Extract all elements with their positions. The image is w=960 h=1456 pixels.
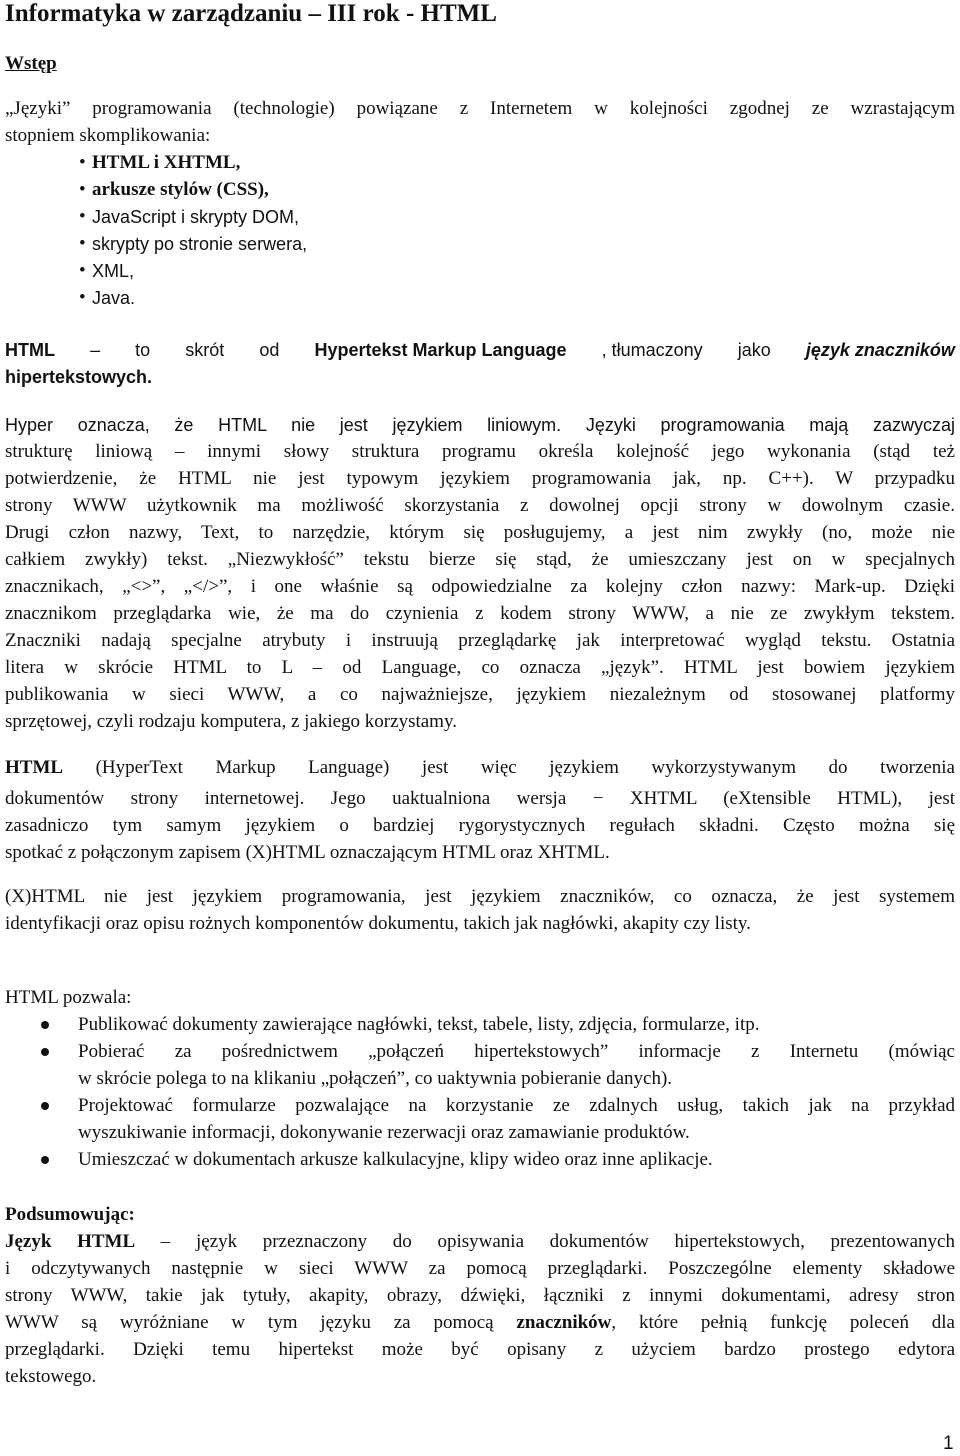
paragraph-line: spotkać z połączonym zapisem (X)HTML oznaczającym HTML oraz XHTML. <box>5 842 610 863</box>
term-znaczniki: znaczników <box>516 1312 612 1333</box>
paragraph-line <box>5 756 955 780</box>
intro-line-1: „Języki” programowania (technologie) powiązane z Internetem w kolejności zgodnej ze wzrastającym <box>5 98 955 119</box>
list-item: arkusze stylów (CSS), <box>92 179 269 200</box>
summary-heading: Podsumowując: <box>5 1204 135 1225</box>
paragraph-line: sprzętowej, czyli rodzaju komputera, z jakiego korzystamy. <box>5 711 457 732</box>
definition-emphasis: język znaczników <box>805 340 955 360</box>
bullet-icon <box>41 1021 49 1029</box>
paragraph-line: strony WWW, takie jak tytuły, akapity, obrazy, dźwięki, łączniki z innymi dokumentami, adresy stron <box>5 1285 955 1306</box>
paragraph-line <box>5 1311 955 1335</box>
list-item: XML, <box>92 261 135 281</box>
definition-word: od <box>259 340 280 360</box>
bullet-icon <box>41 1048 49 1056</box>
definition-word: jako <box>737 340 771 360</box>
paragraph-line: litera w skrócie HTML to L – od Language, co oznacza „język”. HTML jest bowiem językiem <box>5 657 955 678</box>
page-number: 1 <box>943 1433 954 1454</box>
paragraph-line: (X)HTML nie jest językiem programowania, jest językiem znaczników, co oznacza, że jest systemem <box>5 886 955 907</box>
paragraph-line: strony WWW użytkownik ma możliwość skorzystania z dowolnej opcji strony w dowolnym czasie. <box>5 495 955 516</box>
bullet-icon: • <box>79 287 86 308</box>
section-heading-intro: Wstęp <box>5 53 57 74</box>
allows-heading: HTML pozwala: <box>5 987 132 1008</box>
list-item: HTML i XHTML, <box>92 152 241 173</box>
list-item: Umieszczać w dokumentach arkusze kalkulacyjne, klipy wideo oraz inne aplikacje. <box>78 1149 713 1170</box>
list-item: JavaScript i skrypty DOM, <box>92 207 300 227</box>
paragraph-line: strukturę liniową – innymi słowy struktura programu określa kolejność jego wykonania (stąd też <box>5 441 955 462</box>
list-item: Pobierać za pośrednictwem „połączeń hipertekstowych” informacje z Internetu (mówiąc <box>78 1041 955 1062</box>
paragraph-line: potwierdzenie, że HTML nie jest typowym językiem programowania jak, np. C++). W przypadku <box>5 468 955 489</box>
line-text: WWW są wyróżniane w tym języku za pomocą <box>5 1312 517 1333</box>
term-html-language: Język HTML <box>5 1231 136 1252</box>
paragraph-line: znacznikach, „<>”, „</>”, i one właśnie są odpowiedzialne za kolejny człon nazwy: Mark-up. Dzięki <box>5 576 955 597</box>
definition-line-2: hipertekstowych. <box>5 367 153 387</box>
bullet-icon: • <box>79 233 86 254</box>
list-item: Projektować formularze pozwalające na korzystanie ze zdalnych usług, takich jak na przykład <box>78 1095 955 1116</box>
paragraph-line: Drugi człon nazwy, Text, to narzędzie, którym się posługujemy, a jest nim zwykły (no, może nie <box>5 522 955 543</box>
line-text: – język przeznaczony do opisywania dokumentów hipertekstowych, prezentowanych <box>135 1231 955 1252</box>
list-item-continuation: wyszukiwanie informacji, dokonywanie rezerwacji oraz zamawianie produktów. <box>78 1122 690 1143</box>
term-html: HTML <box>5 757 64 778</box>
paragraph-line: Znaczniki nadają specjalne atrybuty i instruują przeglądarkę jak interpretować wygląd tekstu. Ostatnia <box>5 630 955 651</box>
line-text: (HyperText Markup Language) jest więc językiem wykorzystywanym do tworzenia <box>63 757 955 778</box>
paragraph-line: Hyper oznacza, że HTML nie jest językiem liniowym. Języki programowania mają zazwyczaj <box>5 415 955 435</box>
bullet-icon: • <box>79 260 86 281</box>
definition-term: HTML <box>5 340 55 360</box>
paragraph-line: tekstowego. <box>5 1366 97 1387</box>
definition-line-1 <box>5 338 955 362</box>
definition-expansion: Hypertekst Markup Language <box>314 340 567 360</box>
list-item-continuation: w skrócie polega to na klikaniu „połączeń”, co uaktywnia pobieranie danych). <box>78 1068 673 1089</box>
list-item: Java. <box>92 288 136 308</box>
paragraph-line: identyfikacji oraz opisu rożnych komponentów dokumentu, takich jak nagłówki, akapity czy listy. <box>5 913 751 934</box>
paragraph-line: i odczytywanych następnie w sieci WWW za pomocą przeglądarki. Poszczególne elementy składowe <box>5 1258 955 1279</box>
paragraph-line: całkiem zwykły) tekst. „Niezwykłość” tekstu bierze się stąd, że umieszczany jest on w specjalnych <box>5 549 955 570</box>
bullet-icon: • <box>79 206 86 227</box>
definition-word: to <box>135 340 151 360</box>
paragraph-line <box>5 1230 955 1254</box>
paragraph-line: publikowania w sieci WWW, a co najważniejsze, językiem niezależnym od stosowanej platformy <box>5 684 955 705</box>
definition-word: skrót <box>185 340 225 360</box>
paragraph-line: znacznikom przeglądarka wie, że ma do czynienia z kodem strony WWW, a nie ze zwykłym tekstem. <box>5 603 955 624</box>
bullet-icon: • <box>79 152 86 173</box>
paragraph-line: dokumentów strony internetowej. Jego uaktualniona wersja − XHTML (eXtensible HTML), jest <box>5 788 955 809</box>
list-item: skrypty po stronie serwera, <box>92 234 308 254</box>
intro-line-2: stopniem skomplikowania: <box>5 125 211 146</box>
bullet-icon: • <box>79 179 86 200</box>
paragraph-line: zasadniczo tym samym językiem o bardziej rygorystycznych regułach składni. Często można się <box>5 815 955 836</box>
paragraph-line: przeglądarki. Dzięki temu hipertekst może być opisany z użyciem bardzo prostego edytora <box>5 1339 955 1360</box>
bullet-icon <box>41 1102 49 1110</box>
page-title: Informatyka w zarządzaniu – III rok - HTML <box>5 0 497 27</box>
bullet-icon <box>41 1156 49 1164</box>
definition-dash: – <box>90 340 101 360</box>
line-text: , które pełnią funkcję poleceń dla <box>611 1312 955 1333</box>
list-item: Publikować dokumenty zawierające nagłówki, tekst, tabele, listy, zdjęcia, formularze, itp. <box>78 1014 760 1035</box>
definition-word: , tłumaczony <box>601 340 703 360</box>
